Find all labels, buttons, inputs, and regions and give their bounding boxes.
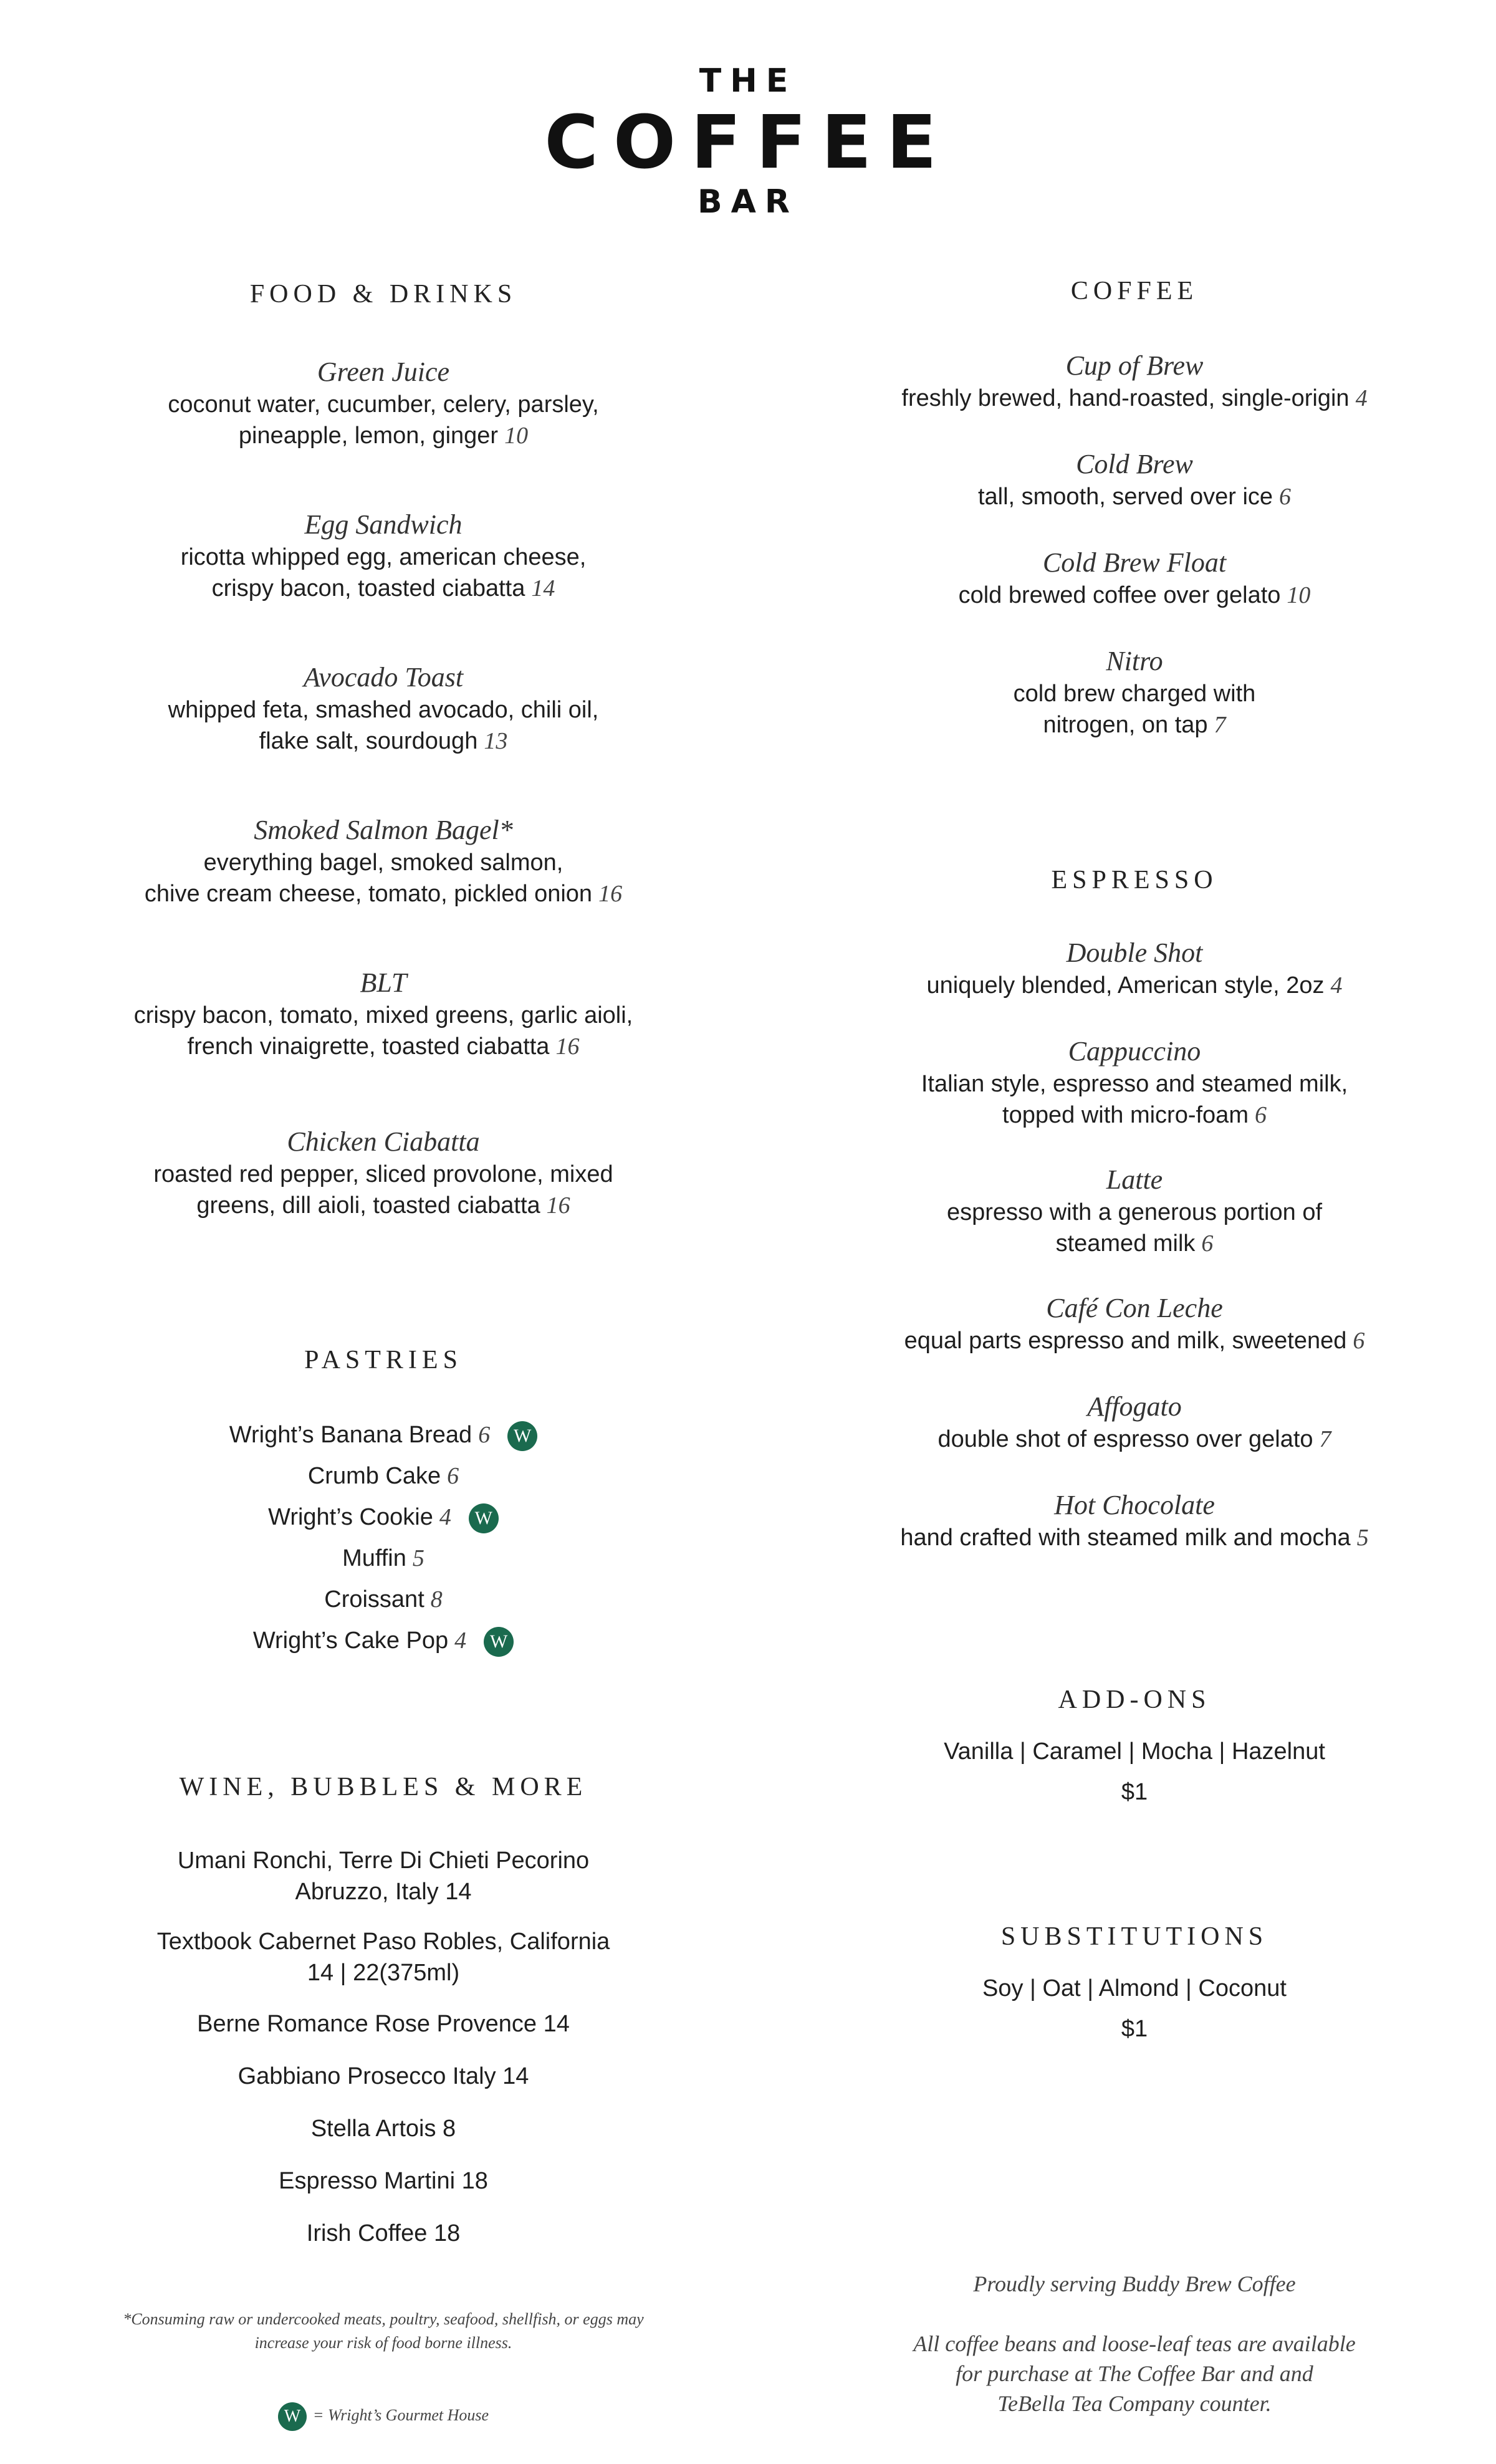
addons-heading: ADD-ONS [1058,1685,1211,1714]
item-desc: greens, dill aioli, toasted ciabatta [196,1192,540,1219]
wine-line: Espresso Martini 18 [279,2168,488,2194]
wright-badge-icon: W [469,1503,499,1533]
wright-badge-icon: W [484,1627,514,1657]
item-price: 6 [1279,484,1292,510]
item-name: Smoked Salmon Bagel* [254,815,513,845]
item-name: Hot Chocolate [1054,1490,1215,1520]
item-price: 10 [1287,582,1311,608]
pastry-price: 6 [447,1463,459,1489]
pastry-name: Wright’s Banana Bread [229,1422,472,1448]
item-name: Avocado Toast [303,662,464,693]
purchase-note-line: All coffee beans and loose-leaf teas are available [913,2331,1356,2356]
substitutions-options: Soy | Oat | Almond | Coconut [982,1975,1287,2001]
pastry-price: 6 [478,1422,491,1448]
item-desc: uniquely blended, American style, 2oz [926,972,1325,999]
wine-item [75,1845,692,1907]
pastry-price: 4 [439,1504,451,1530]
legend-text: = Wright’s Gourmet House [312,2406,489,2424]
item-desc: crispy bacon, tomato, mixed greens, garlic aioli, [133,1002,633,1028]
wine-heading: WINE, BUBBLES & MORE [179,1773,588,1801]
menu-item [835,546,1434,611]
item-price: 13 [484,728,508,754]
wine-item [75,2008,692,2040]
logo-coffee: COFFEE [544,99,952,185]
item-desc: equal parts espresso and milk, sweetened [904,1328,1347,1354]
wine-item [75,1926,692,1988]
logo-the: THE [699,62,797,100]
item-name: Chicken Ciabatta [287,1126,480,1157]
item-price: 7 [1319,1426,1331,1452]
wine-line: 14 | 22(375ml) [307,1960,460,1986]
food-drinks-heading: FOOD & DRINKS [249,280,517,309]
item-desc: french vinaigrette, toasted ciabatta [187,1033,550,1060]
item-desc: cold brew charged with [1013,681,1256,707]
item-desc: steamed milk [1055,1230,1196,1257]
item-desc: everything bagel, smoked salmon, [203,850,563,876]
item-price: 6 [1201,1230,1214,1257]
item-name: Café Con Leche [1046,1293,1223,1323]
pastry-name: Muffin [342,1545,406,1571]
purchase-note [835,2329,1434,2418]
wine-item [75,2165,692,2197]
menu-item [835,1390,1434,1455]
pastry-item [75,1460,692,1492]
pastry-price: 8 [430,1586,443,1613]
item-desc: nitrogen, on tap [1043,712,1208,738]
disclaimer [75,2308,692,2355]
purchase-note-line: for purchase at The Coffee Bar and and [956,2361,1313,2386]
menu-item [835,1488,1434,1553]
purchase-note-line: TeBella Tea Company counter. [997,2391,1272,2416]
item-name: Affogato [1087,1391,1182,1422]
menu-item [835,1163,1434,1259]
menu-item [835,1292,1434,1356]
disclaimer-line: increase your risk of food borne illness. [254,2334,512,2352]
item-name: Double Shot [1066,937,1203,968]
item-price: 6 [1254,1102,1267,1128]
pastry-name: Croissant [324,1586,424,1613]
item-name: Cold Brew [1076,449,1193,479]
item-desc: espresso with a generous portion of [946,1199,1323,1225]
item-price: 14 [531,575,555,602]
item-price: 4 [1355,385,1368,411]
item-desc: hand crafted with steamed milk and mocha [900,1525,1351,1551]
pastry-name: Crumb Cake [307,1463,441,1489]
espresso-heading: ESPRESSO [1051,866,1218,894]
item-price: 6 [1353,1328,1365,1354]
item-desc: roasted red pepper, sliced provolone, mixed [153,1161,613,1187]
item-desc: Italian style, espresso and steamed milk, [921,1071,1348,1097]
item-name: Green Juice [317,357,450,387]
item-name: Nitro [1106,646,1163,676]
item-desc: double shot of espresso over gelato [937,1426,1313,1452]
wright-badge-icon: W [507,1421,537,1451]
item-name: Cappuccino [1068,1036,1201,1067]
item-desc: topped with micro-foam [1002,1102,1249,1128]
disclaimer-line: *Consuming raw or undercooked meats, poultry, seafood, shellfish, or eggs may [123,2310,644,2328]
item-price: 16 [555,1033,580,1060]
wine-line: Irish Coffee 18 [306,2220,461,2246]
substitutions-heading: SUBSTITUTIONS [1000,1922,1268,1951]
wine-line: Umani Ronchi, Terre Di Chieti Pecorino [177,1848,590,1874]
item-price: 16 [598,881,623,907]
pastry-item [75,1419,692,1451]
item-desc: tall, smooth, served over ice [977,484,1273,510]
pastry-name: Wright’s Cookie [268,1504,433,1530]
item-name: Latte [1106,1164,1163,1195]
menu-item [75,966,692,1062]
item-desc: chive cream cheese, tomato, pickled onion [144,881,593,907]
right-column [835,0,1434,2464]
pastry-price: 5 [412,1545,424,1571]
item-price: 10 [504,423,529,449]
wine-line: Stella Artois 8 [310,2116,456,2142]
item-name: BLT [360,967,407,998]
menu-item [75,355,692,451]
menu-item [75,508,692,604]
menu-item [75,813,692,909]
wine-item [75,2113,692,2144]
addons-options: Vanilla | Caramel | Mocha | Hazelnut [944,1738,1325,1765]
pastry-item [75,1625,692,1657]
coffee-heading: COFFEE [1070,277,1199,305]
item-name: Egg Sandwich [304,509,463,540]
pastry-item [75,1543,692,1574]
item-desc: ricotta whipped egg, american cheese, [180,544,587,570]
item-price: 4 [1330,972,1343,999]
addons-price: $1 [1121,1779,1148,1805]
wright-badge-icon: W [278,2402,307,2431]
item-price: 5 [1356,1525,1369,1551]
substitutions-price: $1 [1121,2016,1148,2042]
logo-bar: BAR [698,183,798,221]
item-desc: coconut water, cucumber, celery, parsley, [168,391,599,418]
wine-line: Textbook Cabernet Paso Robles, California [156,1929,610,1955]
wine-line: Abruzzo, Italy 14 [295,1879,472,1905]
pastries-heading: PASTRIES [304,1346,463,1374]
wine-item [75,2061,692,2092]
left-column [75,0,692,2464]
pastry-name: Wright’s Cake Pop [252,1627,449,1654]
pastry-item [75,1502,692,1533]
item-name: Cup of Brew [1065,350,1204,381]
menu-item [75,661,692,757]
item-desc: pineapple, lemon, ginger [238,423,499,449]
pastry-item [75,1584,692,1615]
item-desc: crispy bacon, toasted ciabatta [211,575,525,602]
wine-line: Berne Romance Rose Provence 14 [197,2011,570,2037]
menu-item [835,448,1434,512]
item-desc: cold brewed coffee over gelato [958,582,1281,608]
legend [75,2400,692,2431]
menu-item [835,349,1434,414]
menu-item [835,936,1434,1001]
item-desc: freshly brewed, hand-roasted, single-origin [901,385,1350,411]
item-desc: whipped feta, smashed avocado, chili oil, [168,697,599,723]
item-desc: flake salt, sourdough [259,728,478,754]
buddy-brew-note: Proudly serving Buddy Brew Coffee [973,2271,1296,2296]
item-price: 7 [1214,712,1226,738]
item-price: 16 [546,1192,570,1219]
menu-item [835,645,1434,741]
wine-line: Gabbiano Prosecco Italy 14 [237,2063,529,2089]
wine-item [75,2218,692,2249]
menu-item [75,1125,692,1221]
item-name: Cold Brew Float [1042,547,1227,578]
menu-item [835,1035,1434,1131]
pastry-price: 4 [454,1627,467,1654]
